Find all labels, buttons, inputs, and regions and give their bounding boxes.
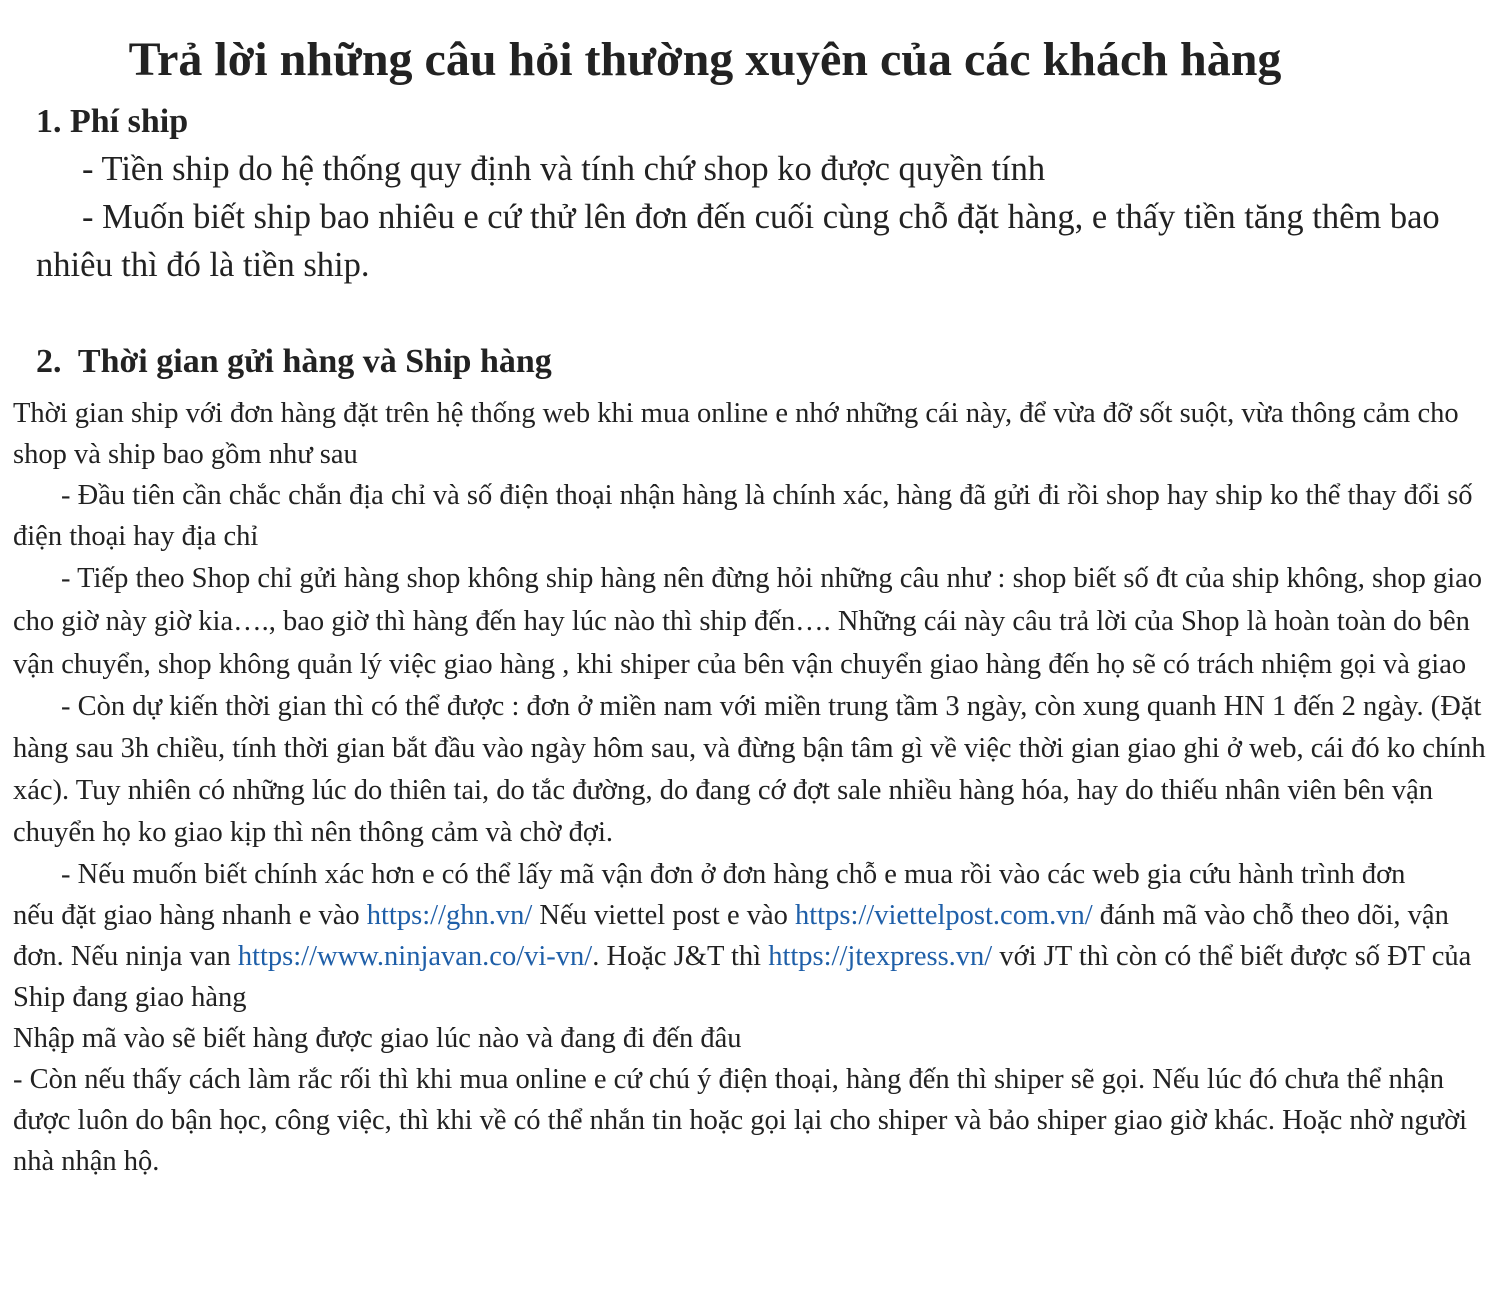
- viettelpost-link[interactable]: https://viettelpost.com.vn/: [795, 900, 1093, 931]
- delivery-bullet-tracking-code: - Nếu muốn biết chính xác hơn e có thể lấy mã vận đơn ở đơn hàng chỗ e mua rồi vào các web gia cứu hành trình đơn: [61, 859, 1406, 890]
- delivery-intro-paragraph: Thời gian ship với đơn hàng đặt trên hệ thống web khi mua online e nhớ những cái này, để vừa đỡ sốt suột, vừa thông cảm cho shop và ship bao gồm như sau: [13, 398, 1459, 470]
- jtexpress-link[interactable]: https://jtexpress.vn/: [768, 941, 993, 972]
- tracking-text-4: . Hoặc J&T thì: [592, 941, 769, 972]
- shipping-fee-paragraph-1: - Tiền ship do hệ thống quy định và tính chứ shop ko được quyền tính: [82, 150, 1046, 188]
- delivery-last-paragraph: - Còn nếu thấy cách làm rắc rối thì khi mua online e cứ chú ý điện thoại, hàng đến thì shiper sẽ gọi. Nếu lúc đó chưa thể nhận được luôn do bận học, công việc, thì khi về có thể nhắn tin hoặc gọi lại cho shiper và bảo shiper giao giờ khác. Hoặc nhờ người nhà nhận hộ.: [13, 1064, 1468, 1177]
- tracking-sites-paragraph: [13, 895, 1497, 1018]
- tracking-text-1: nếu đặt giao hàng nhanh e vào: [13, 900, 367, 931]
- delivery-bullet-shop-role: - Tiếp theo Shop chỉ gửi hàng shop không ship hàng nên đừng hỏi những câu như : shop biết số đt của ship không, shop giao cho giờ này giờ kia…., bao giờ thì hàng đến hay lúc nào thì ship đến…. Những cái này câu trả lời của Shop là hoàn toàn do bên vận chuyển, shop không quản lý việc giao hàng , khi shiper của bên vận chuyển giao hàng đến họ sẽ có trách nhiệm gọi và giao: [13, 563, 1483, 680]
- ninjavan-link[interactable]: https://www.ninjavan.co/vi-vn/: [237, 941, 593, 972]
- section-heading-shipping-fee: 1. Phí ship: [36, 103, 189, 140]
- tracking-text-5: với JT thì còn có thể biết được số ĐT của Ship đang giao hàng: [13, 941, 1472, 1013]
- section-delivery-time: [13, 393, 1497, 1182]
- section-shipping-fee: [36, 145, 1476, 289]
- ghn-link[interactable]: https://ghn.vn/: [366, 900, 533, 931]
- section-heading-delivery-time: 2. Thời gian gửi hàng và Ship hàng: [36, 343, 552, 380]
- enter-code-paragraph: Nhập mã vào sẽ biết hàng được giao lúc nào và đang đi đến đâu: [13, 1023, 742, 1054]
- delivery-bullet-address: - Đầu tiên cần chắc chắn địa chỉ và số điện thoại nhận hàng là chính xác, hàng đã gửi đi rồi shop hay ship ko thể thay đổi số điện thoại hay địa chỉ: [13, 480, 1473, 552]
- delivery-bullet-estimated-time: - Còn dự kiến thời gian thì có thể được : đơn ở miền nam với miền trung tầm 3 ngày, còn xung quanh HN 1 đến 2 ngày. (Đặt hàng sau 3h chiều, tính thời gian bắt đầu vào ngày hôm sau, và đừng bận tâm gì về việc thời gian giao ghi ở web, cái đó ko chính xác). Tuy nhiên có những lúc do thiên tai, do tắc đường, do đang cớ đợt sale nhiều hàng hóa, hay do thiếu nhân viên bên vận chuyển họ ko giao kịp thì nên thông cảm và chờ đợi.: [13, 691, 1486, 848]
- tracking-text-3: đánh mã vào chỗ theo dõi, vận đơn. Nếu ninja van: [13, 900, 1449, 972]
- page-title: Trả lời những câu hỏi thường xuyên của các khách hàng: [128, 33, 1282, 86]
- shipping-fee-paragraph-2: - Muốn biết ship bao nhiêu e cứ thử lên đơn đến cuối cùng chỗ đặt hàng, e thấy tiền tăng thêm bao nhiêu thì đó là tiền ship.: [36, 198, 1440, 284]
- tracking-text-2: Nếu viettel post e vào: [532, 900, 796, 931]
